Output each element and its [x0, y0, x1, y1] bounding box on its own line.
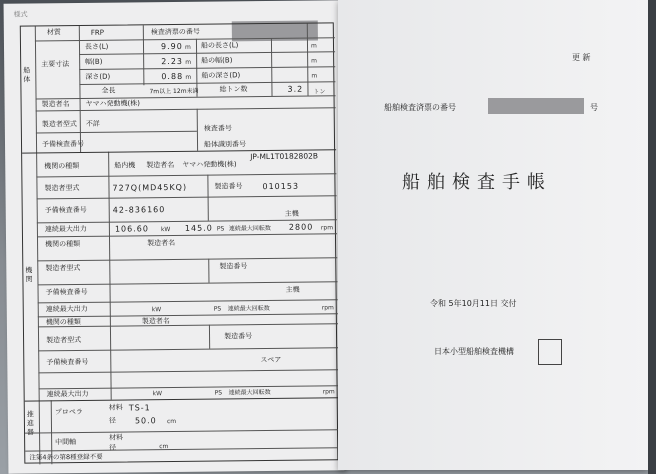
inspection-record-page: [4, 0, 345, 473]
engine3-model-label: 製造者型式: [46, 335, 82, 345]
depth-value: 0.88: [161, 71, 184, 82]
engine3-builder-label: 製造者名: [141, 317, 170, 326]
ship-depth-label: 船の深さ(D): [201, 71, 241, 80]
cert-no-suffix: 号: [590, 103, 598, 112]
depth-unit: m: [185, 73, 192, 81]
engine2-model-label: 製造者型式: [45, 263, 81, 273]
propeller-diameter-label: 径: [108, 416, 116, 425]
gt-value: 3.2: [287, 84, 304, 94]
engine1-ps-unit: PS: [216, 225, 225, 233]
engine1-type: 船内機: [114, 161, 136, 170]
breadth-label: 幅(B): [85, 57, 103, 66]
engine1-model-label: 製造者型式: [44, 183, 80, 193]
length-label: 長さ(L): [84, 42, 109, 51]
breadth-value: 2.23: [161, 56, 184, 67]
engine3-ps-unit: PS: [214, 389, 223, 397]
shaft-label: 中間軸: [55, 438, 77, 447]
engine2-kw-unit: kW: [151, 306, 162, 314]
engine1-builder-label: 製造者名: [146, 160, 175, 170]
hull-section-label: 船体: [23, 66, 31, 84]
engine2-pre-insp-label: 予備検査番号: [45, 287, 88, 297]
engine2-rpm-unit: rpm: [321, 304, 334, 312]
engine-section-label: 機関: [25, 266, 33, 284]
engine1-builder: ヤマハ発動機(株): [182, 160, 237, 169]
ship-depth-unit: m: [311, 72, 318, 80]
propeller-material: TS-1: [128, 403, 151, 413]
background-edge: [648, 0, 656, 474]
loa-note: 7m以上 12m未満: [149, 87, 199, 96]
redacted-cert-no: [488, 98, 584, 114]
ship-breadth-unit: m: [311, 57, 318, 65]
cert-no-label: 船舶検査済票の番号: [384, 103, 456, 112]
booklet-title: 船舶検査手帳: [402, 172, 552, 193]
shaft-diameter-label: 径: [109, 443, 117, 452]
footer-note: 注第4条の第8種登録不要: [29, 452, 103, 462]
dims-label: 主要寸法: [41, 60, 70, 69]
gt-label: 総トン数: [219, 85, 248, 94]
propeller-unit: cm: [166, 417, 177, 426]
engine1-output-kw: 106.60: [114, 224, 149, 234]
engine2-ps-unit: PS: [213, 305, 222, 313]
shaft-material-label: 材料: [109, 433, 124, 442]
insp-no-label: 検査済票の番号: [150, 27, 200, 37]
issue-date: 令和 5年10月11日 交付: [430, 299, 517, 308]
engine3-type-label: 機関の種類: [45, 317, 81, 327]
ship-length-label: 船の長さ(L): [200, 41, 239, 50]
engine3-rpm-unit: rpm: [322, 388, 335, 396]
engine1-serial: 010153: [262, 181, 300, 192]
official-seal: [538, 339, 562, 365]
breadth-unit: m: [185, 58, 192, 66]
overall-label: 全長: [101, 86, 116, 95]
engine-type-label: 機関の種類: [44, 161, 80, 171]
gt-unit: トン: [313, 88, 326, 96]
length-unit: m: [184, 43, 191, 51]
propeller-diameter: 50.0: [134, 416, 157, 426]
engine1-pre-insp-label: 予備検査番号: [44, 205, 87, 215]
engine1-rpm-label: 連続最大回転数: [228, 224, 271, 233]
engine1-model: 727Q(MD45KQ): [112, 182, 188, 193]
engine1-output-ps: 145.0: [184, 223, 213, 233]
material-label: 材質: [46, 28, 61, 37]
hull-id-value: JP-ML1T0182802B: [250, 151, 319, 162]
hull-builder: ヤマハ発動機(株): [85, 99, 141, 108]
certificate-cover-page: [338, 0, 648, 470]
issuer-name: 日本小型船舶検査機構: [434, 347, 514, 356]
record-table: [20, 22, 339, 463]
shaft-unit: cm: [159, 443, 169, 451]
engine2-serial-label: 製造番号: [219, 262, 248, 271]
engine1-role: 主機: [284, 209, 299, 218]
hull-model: 不詳: [85, 119, 100, 128]
model-label: 製造者型式: [41, 120, 77, 129]
engine2-output-label: 連続最大出力: [45, 304, 88, 314]
engine3-kw-unit: kW: [152, 390, 163, 398]
propulsion-section-label: 推進器: [26, 410, 35, 437]
engine1-pre-insp: 42-836160: [112, 205, 166, 215]
propeller-material-label: 材料: [108, 403, 123, 412]
ship-length-unit: m: [310, 42, 317, 50]
engine3-serial-label: 製造番号: [224, 332, 253, 341]
hull-id-label: 船体識別番号: [203, 140, 247, 149]
hull-material: FRP: [90, 28, 105, 37]
hull-insp-no-label: 検査番号: [203, 124, 232, 133]
length-value: 9.90: [160, 41, 183, 52]
engine1-rpm-unit: rpm: [320, 224, 334, 232]
engine1-rpm: 2800: [288, 222, 314, 232]
engine2-type-label: 機関の種類: [45, 239, 81, 249]
engine1-kw-unit: kW: [160, 226, 171, 234]
form-tag: 様式: [13, 10, 28, 19]
ship-breadth-label: 船の幅(B): [201, 56, 233, 65]
engine2-builder-label: 製造者名: [147, 238, 176, 248]
engine3-pre-insp-label: 予備検査番号: [46, 357, 89, 367]
engine3-output-label: 連続最大出力: [46, 389, 89, 399]
engine2-rpm-label: 連続最大回転数: [227, 305, 270, 313]
engine2-role: 主機: [285, 285, 300, 294]
update-label: 更 新: [572, 53, 591, 62]
engine1-output-label: 連続最大出力: [44, 224, 87, 234]
depth-label: 深さ(D): [85, 72, 111, 81]
engine1-serial-label: 製造番号: [214, 182, 243, 191]
pre-insp-label: 予備検査番号: [41, 139, 85, 149]
engine3-rpm-label: 連続最大回転数: [228, 388, 271, 397]
builder-label: 製造者名: [41, 100, 70, 109]
propeller-label: プロペラ: [54, 407, 83, 417]
engine3-role: スペア: [260, 355, 282, 365]
